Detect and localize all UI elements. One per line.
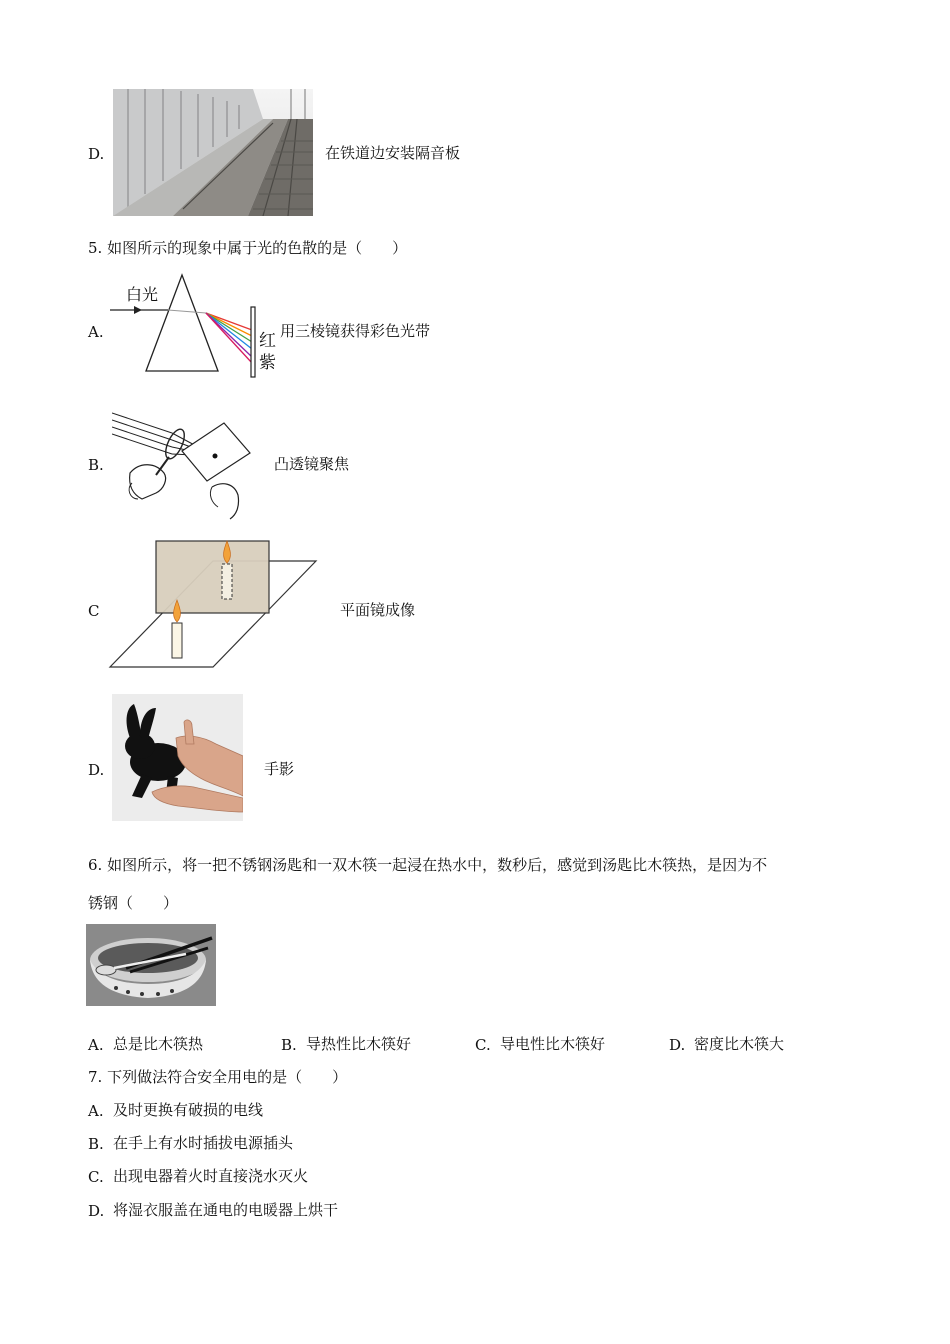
q6-stem-line2: 锈钢（ ） bbox=[88, 894, 179, 912]
q7-option-d-text: 将湿衣服盖在通电的电暖器上烘干 bbox=[113, 1201, 339, 1219]
q5-option-b-letter: B. bbox=[88, 456, 104, 474]
q4-option-d-text: 在铁道边安装隔音板 bbox=[325, 144, 461, 162]
prism-dispersion-figure bbox=[110, 273, 280, 381]
q5-stem: 5. 如图所示的现象中属于光的色散的是（ ） bbox=[88, 239, 408, 257]
q7-stem: 7. 下列做法符合安全用电的是（ ） bbox=[88, 1068, 348, 1086]
red-label: 红 bbox=[259, 331, 276, 351]
q6-option-a-letter: A. bbox=[88, 1036, 104, 1054]
q5-option-d-text: 手影 bbox=[264, 760, 295, 778]
q6-option-c-letter: C. bbox=[475, 1036, 491, 1054]
plane-mirror-candle-figure bbox=[108, 539, 320, 669]
q7-option-b-text: 在手上有水时插拔电源插头 bbox=[113, 1134, 294, 1152]
q5-option-a-letter: A. bbox=[88, 323, 104, 341]
q7-option-c-letter: C. bbox=[88, 1168, 104, 1186]
q7-option-a-text: 及时更换有破损的电线 bbox=[113, 1101, 264, 1119]
q6-option-c-text: 导电性比木筷好 bbox=[500, 1035, 606, 1053]
q6-stem-line1: 6. 如图所示，将一把不锈钢汤匙和一双木筷一起浸在热水中，数秒后，感觉到汤匙比木筷热，是因为不 bbox=[88, 856, 768, 874]
q7-option-b-letter: B. bbox=[88, 1135, 104, 1153]
q6-option-b-text: 导热性比木筷好 bbox=[306, 1035, 412, 1053]
railway-noise-barrier-photo bbox=[113, 89, 313, 216]
convex-lens-focus-figure bbox=[112, 403, 262, 521]
q6-option-a-text: 总是比木筷热 bbox=[113, 1035, 204, 1053]
q5-option-d-letter: D. bbox=[88, 761, 105, 779]
q7-option-c-text: 出现电器着火时直接浇水灭火 bbox=[113, 1167, 309, 1185]
q5-option-c-text: 平面镜成像 bbox=[340, 601, 416, 619]
q4-option-d-letter: D. bbox=[88, 145, 105, 163]
q6-option-d-text: 密度比木筷大 bbox=[694, 1035, 785, 1053]
spoon-chopsticks-bowl-photo bbox=[86, 924, 216, 1006]
q5-option-b-text: 凸透镜聚焦 bbox=[274, 455, 350, 473]
q7-option-d-letter: D. bbox=[88, 1202, 105, 1220]
hand-shadow-rabbit-photo bbox=[112, 694, 243, 821]
q5-option-a-text: 用三棱镜获得彩色光带 bbox=[280, 322, 431, 340]
q7-option-a-letter: A. bbox=[88, 1102, 104, 1120]
white-light-label: 白光 bbox=[126, 285, 159, 304]
q6-option-b-letter: B. bbox=[281, 1036, 297, 1054]
purple-label: 紫 bbox=[259, 353, 276, 373]
q5-option-c-letter: C bbox=[88, 602, 100, 620]
q6-option-d-letter: D. bbox=[669, 1036, 686, 1054]
